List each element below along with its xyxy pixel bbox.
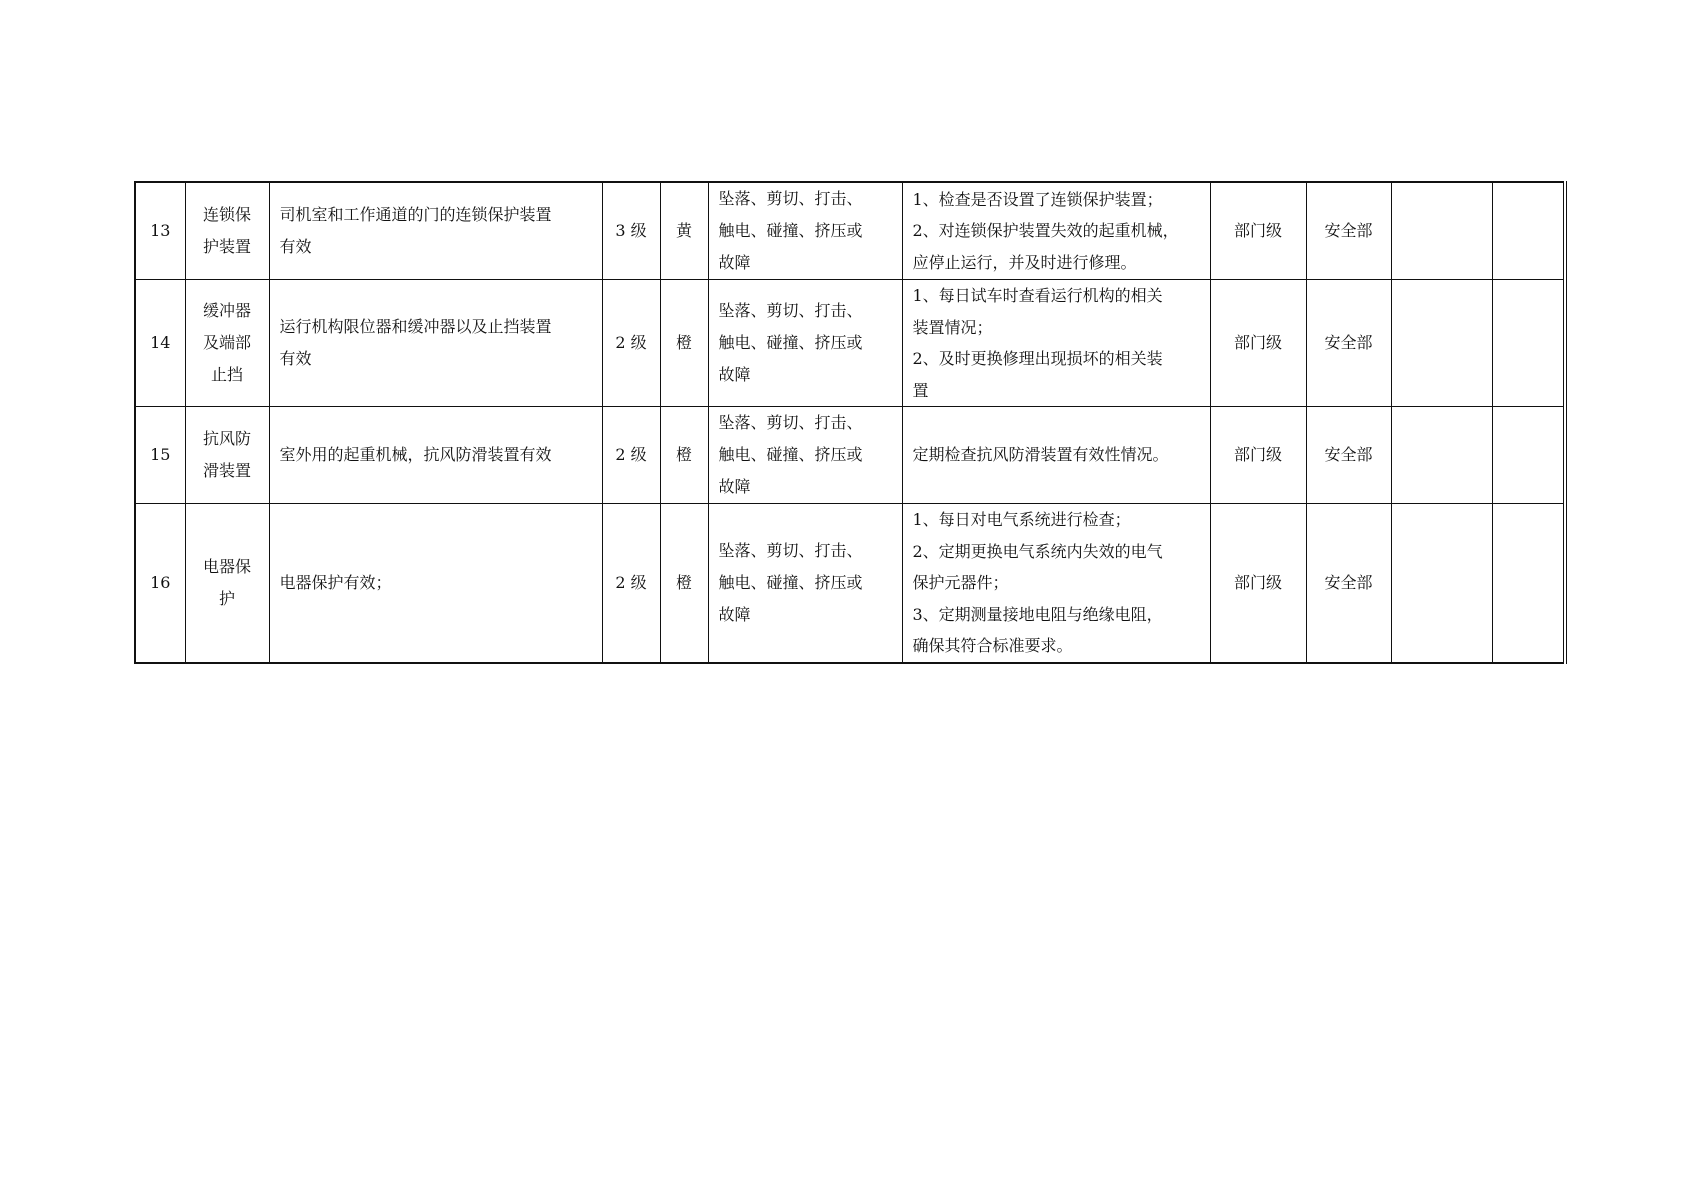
item-name-line: 缓冲器 [202,301,251,320]
row-number: 14 [135,280,185,407]
hazard [708,504,902,663]
hazard-line: 故障 [718,477,751,496]
hazard-line: 触电、碰撞、挤压或 [718,333,863,352]
table-row [135,407,1565,504]
measure-line: 应停止运行，并及时进行修理。 [912,252,1137,272]
measure-line: 装置情况； [912,317,993,337]
blank-cell [1391,407,1492,504]
risk-color: 橙 [660,504,708,663]
item-name [185,280,269,407]
risk-level: 2 级 [602,280,660,407]
control-measures [902,407,1210,504]
requirement [269,407,602,504]
measure-line: 1、检查是否设置了连锁保护装置； [912,189,1163,209]
control-level: 部门级 [1210,504,1306,663]
row-number: 13 [135,182,185,280]
hazard-line: 故障 [718,604,751,624]
item-name-line: 护 [218,588,235,608]
requirement [269,280,602,407]
requirement-line: 司机室和工作通道的门的连锁保护装置 [279,205,552,224]
hazard [708,407,902,504]
hazard [708,182,902,280]
table-row [135,504,1565,663]
blank-cell [1391,280,1492,407]
control-measures [902,504,1210,663]
requirement-line: 有效 [279,349,312,368]
blank-cell [1391,504,1492,663]
risk-control-table [134,181,1567,664]
table-row [135,280,1565,407]
measure-line: 定期检查抗风防滑装置有效性情况。 [912,445,1169,465]
risk-level: 2 级 [602,504,660,663]
control-level: 部门级 [1210,280,1306,407]
hazard-line: 故障 [718,365,751,384]
control-level: 部门级 [1210,407,1306,504]
table-body [135,182,1565,663]
risk-level: 3 级 [602,182,660,280]
hazard-line: 坠落、剪切、打击、 [718,301,863,320]
measure-line: 确保其符合标准要求。 [912,636,1073,655]
hazard-line: 坠落、剪切、打击、 [718,413,863,432]
row-number: 15 [135,407,185,504]
blank-cell [1391,182,1492,280]
hazard [708,280,902,407]
item-name-line: 滑装置 [202,461,251,480]
requirement [269,182,602,280]
measure-line: 保护元器件； [912,573,1009,592]
requirement-line: 电器保护有效； [279,572,392,592]
measure-line: 1、每日对电气系统进行检查； [912,510,1131,529]
item-name-line: 连锁保 [202,205,251,224]
item-name [185,407,269,504]
responsible-department: 安全部 [1306,407,1391,504]
item-name-line: 止挡 [210,365,243,384]
responsible-department: 安全部 [1306,504,1391,663]
responsible-department: 安全部 [1306,182,1391,280]
row-number: 16 [135,504,185,663]
hazard-line: 触电、碰撞、挤压或 [718,221,863,240]
control-level: 部门级 [1210,182,1306,280]
risk-color: 橙 [660,407,708,504]
hazard-line: 触电、碰撞、挤压或 [718,572,863,592]
measure-line: 2、对连锁保护装置失效的起重机械， [912,221,1179,241]
risk-level: 2 级 [602,407,660,504]
requirement [269,504,602,663]
item-name [185,504,269,663]
measure-line: 1、每日试车时查看运行机构的相关 [912,286,1163,305]
measure-line: 2、及时更换修理出现损坏的相关装 [912,349,1163,368]
hazard-line: 坠落、剪切、打击、 [718,540,863,560]
measure-line: 置 [912,380,929,400]
item-name-line: 护装置 [202,237,251,256]
table-row [135,182,1565,280]
blank-cell [1492,280,1565,407]
measure-line: 2、定期更换电气系统内失效的电气 [912,541,1163,561]
item-name-line: 抗风防 [202,429,251,448]
risk-color: 黄 [660,182,708,280]
requirement-line: 运行机构限位器和缓冲器以及止挡装置 [279,317,552,336]
blank-cell [1492,182,1565,280]
control-measures [902,280,1210,407]
measure-line: 3、定期测量接地电阻与绝缘电阻， [912,604,1163,624]
requirement-line: 室外用的起重机械，抗风防滑装置有效 [279,445,552,464]
hazard-line: 触电、碰撞、挤压或 [718,445,863,464]
risk-color: 橙 [660,280,708,407]
item-name-line: 电器保 [202,556,251,576]
hazard-line: 坠落、剪切、打击、 [718,189,863,208]
blank-cell [1492,504,1565,663]
requirement-line: 有效 [279,237,312,256]
hazard-line: 故障 [718,253,751,272]
responsible-department: 安全部 [1306,280,1391,407]
item-name [185,182,269,280]
item-name-line: 及端部 [202,333,251,352]
control-measures [902,182,1210,280]
blank-cell [1492,407,1565,504]
